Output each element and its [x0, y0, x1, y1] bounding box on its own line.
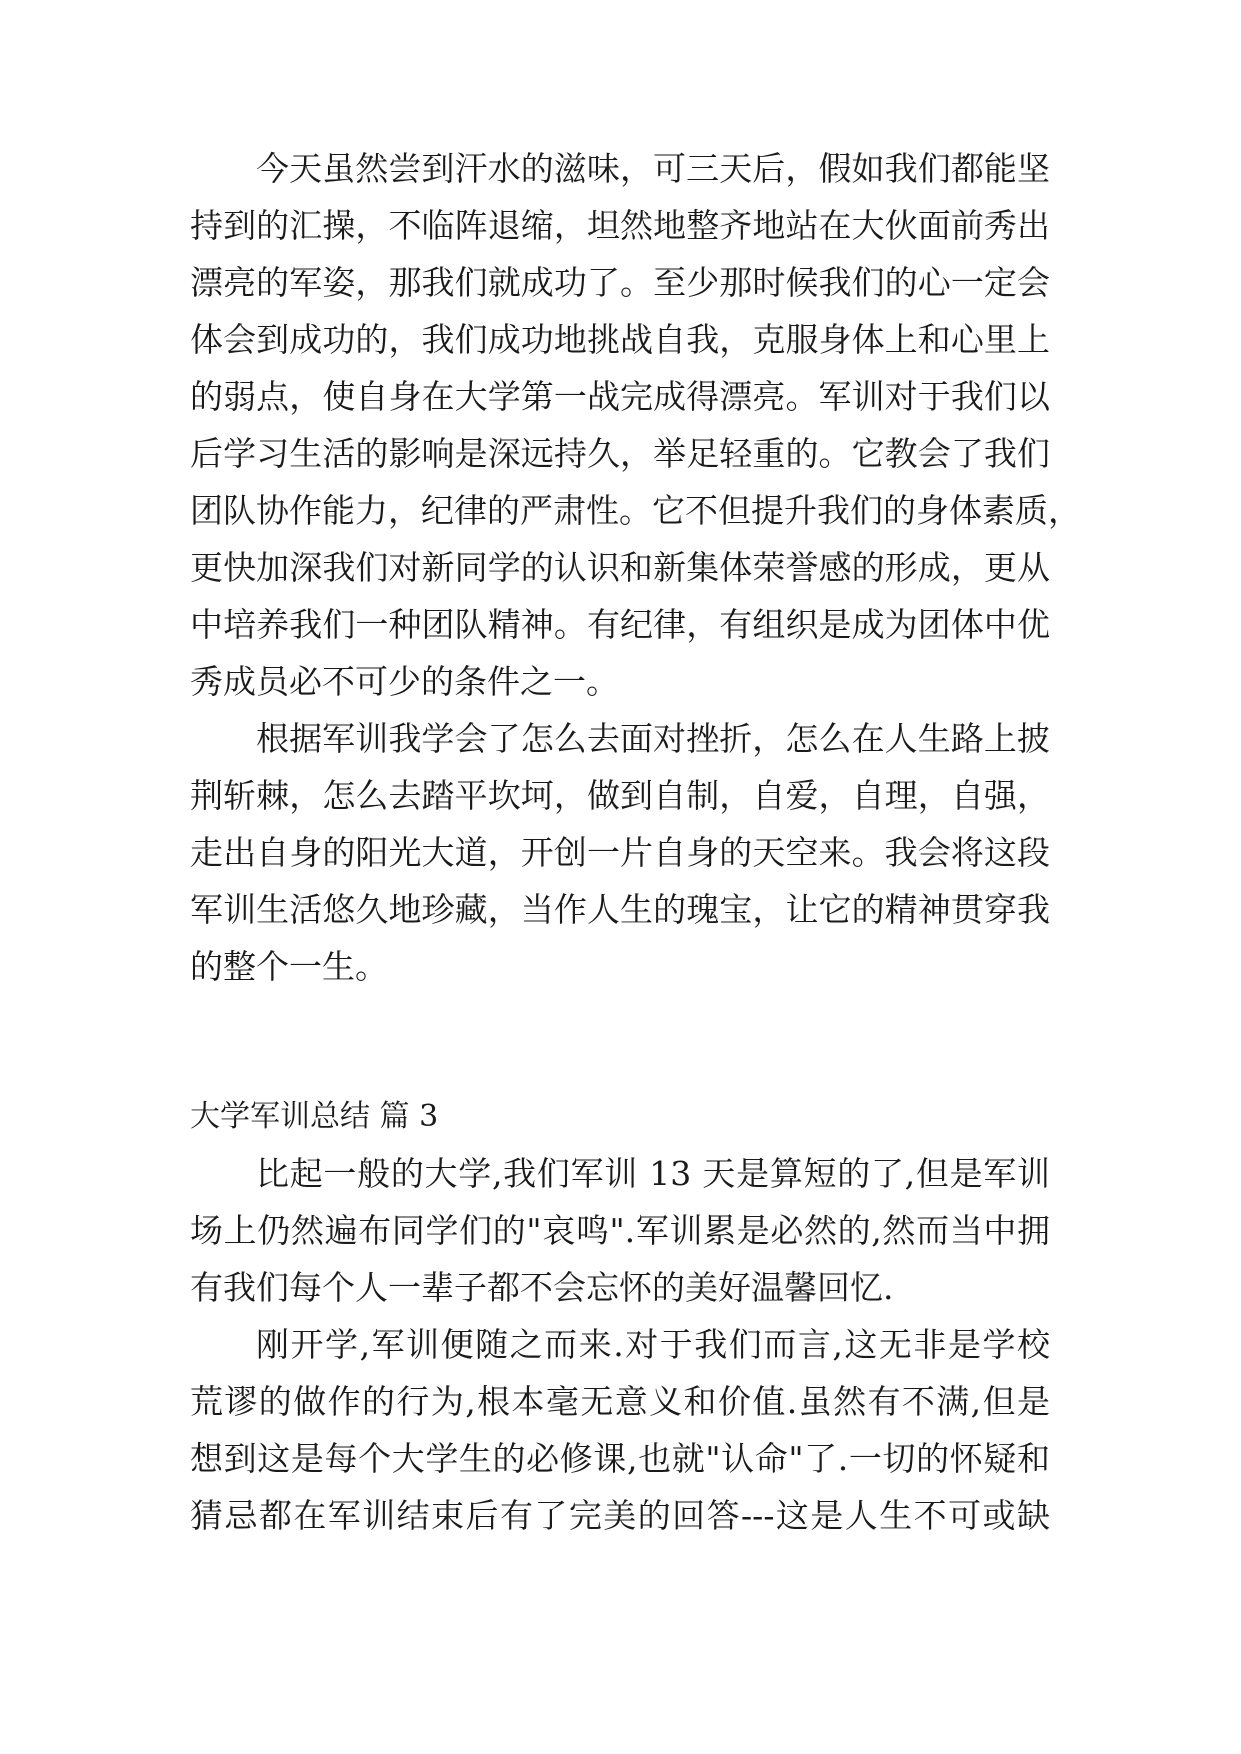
paragraph-2-line-4: 军训生活悠久地珍藏，当作人生的瑰宝，让它的精神贯穿我: [190, 890, 1050, 929]
paragraph-1-line-9: 中培养我们一种团队精神。有纪律，有组织是成为团体中优: [190, 605, 1050, 644]
paragraph-1-line-10: 秀成员必不可少的条件之一。: [190, 662, 619, 701]
section-paragraph-1-line-2: 场上仍然遍布同学们的"哀鸣".军训累是必然的,然而当中拥: [190, 1211, 1050, 1250]
paragraph-2-line-5: 的整个一生。: [190, 947, 388, 986]
section-paragraph-2-line-2: 荒谬的做作的行为,根本毫无意义和价值.虽然有不满,但是: [190, 1382, 1050, 1421]
paragraph-1-line-3: 漂亮的军姿，那我们就成功了。至少那时候我们的心一定会: [190, 263, 1050, 302]
paragraph-1-line-8: 更快加深我们对新同学的认识和新集体荣誉感的形成，更从: [190, 548, 1050, 587]
section-paragraph-2-line-4: 猜忌都在军训结束后有了完美的回答---这是人生不可或缺: [190, 1496, 1050, 1535]
paragraph-2-line-2: 荆斩棘，怎么去踏平坎坷，做到自制，自爱，自理，自强，: [190, 776, 1050, 815]
paragraph-1-line-2: 持到的汇操，不临阵退缩，坦然地整齐地站在大伙面前秀出: [190, 206, 1050, 245]
section-heading: 大学军训总结 篇 3: [190, 1099, 439, 1134]
section-paragraph-1-line-3: 有我们每个人一辈子都不会忘怀的美好温馨回忆.: [190, 1268, 894, 1307]
paragraph-1-line-4: 体会到成功的，我们成功地挑战自我，克服身体上和心里上: [190, 320, 1050, 359]
paragraph-1-line-1: 今天虽然尝到汗水的滋味，可三天后，假如我们都能坚: [256, 149, 1050, 188]
paragraph-2-line-1: 根据军训我学会了怎么去面对挫折，怎么在人生路上披: [256, 719, 1050, 758]
paragraph-1-line-5: 的弱点，使自身在大学第一战完成得漂亮。军训对于我们以: [190, 377, 1050, 416]
section-paragraph-2-line-1: 刚开学,军训便随之而来.对于我们而言,这无非是学校: [256, 1325, 1050, 1364]
section-paragraph-1-line-1: 比起一般的大学,我们军训 13 天是算短的了,但是军训: [256, 1154, 1050, 1193]
paragraph-1-line-7: 团队协作能力，纪律的严肃性。它不但提升我们的身体素质，: [190, 491, 1081, 530]
paragraph-1-line-6: 后学习生活的影响是深远持久，举足轻重的。它教会了我们: [190, 434, 1050, 473]
paragraph-2-line-3: 走出自身的阳光大道，开创一片自身的天空来。我会将这段: [190, 833, 1050, 872]
section-paragraph-2-line-3: 想到这是每个大学生的必修课,也就"认命"了.一切的怀疑和: [190, 1439, 1050, 1478]
